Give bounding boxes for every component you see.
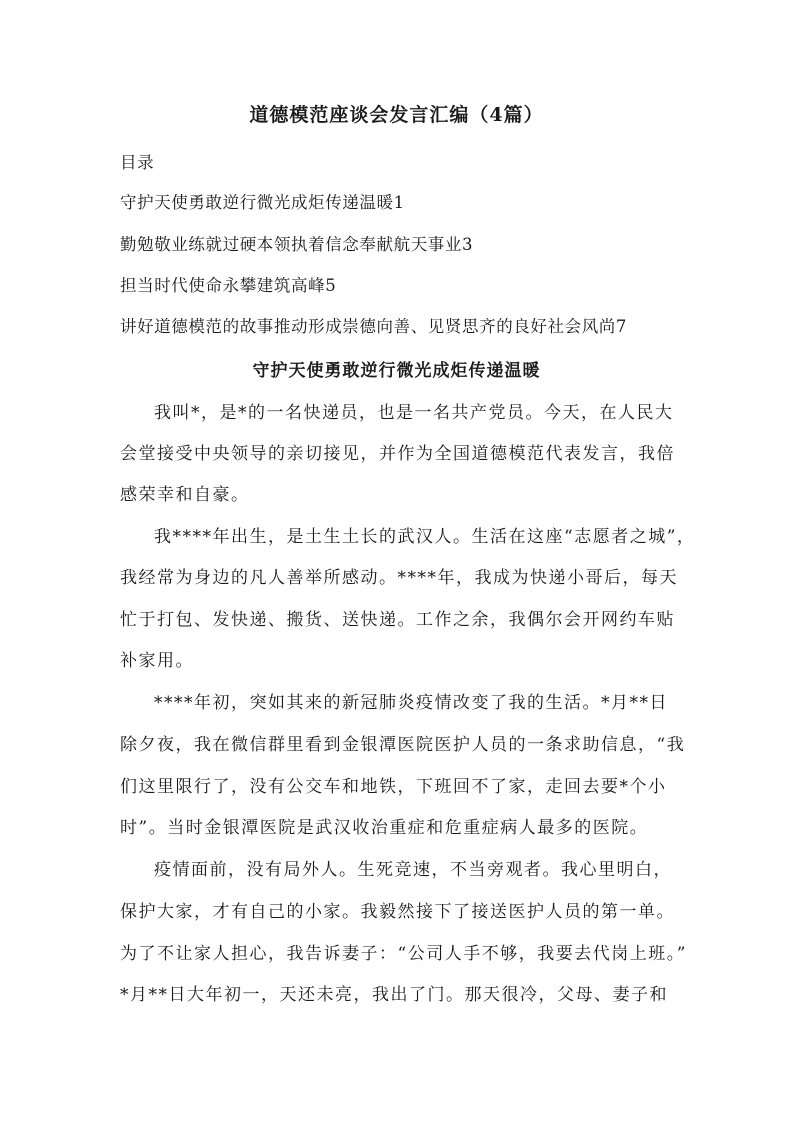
paragraph-line: 疫情面前，没有局外人。生死竞速，不当旁观者。我心里明白， (154, 860, 672, 880)
paragraph-line: 我****年出生，是土生土长的武汉人。生活在这座“志愿者之城”， (154, 527, 696, 547)
paragraph-line: *月**日大年初一，天还未亮，我出了门。那天很冷，父母、妻子和 (120, 985, 668, 1005)
paragraph-line: 我叫*，是*的一名快递员，也是一名共产党员。今天，在人民大 (154, 403, 674, 423)
toc-item: 担当时代使命永攀建筑高峰5 (120, 276, 337, 295)
toc-item: 勤勉敬业练就过硬本领执着信念奉献航天事业3 (120, 235, 474, 254)
paragraph-line: 保护大家，才有自己的小家。我毅然接下了接送医护人员的第一单。 (120, 902, 675, 922)
paragraph-line: 补家用。 (120, 651, 194, 671)
paragraph-line: 除夕夜，我在微信群里看到金银潭医院医护人员的一条求助信息，“我 (120, 735, 686, 755)
document-title: 道德模范座谈会发言汇编（4篇） (249, 104, 544, 126)
paragraph-line: 会堂接受中央领导的亲切接见，并作为全国道德模范代表发言，我倍 (120, 444, 675, 464)
toc-item: 讲好道德模范的故事推动形成崇德向善、见贤思齐的良好社会风尚7 (120, 317, 627, 336)
paragraph-line: 忙于打包、发快递、搬货、送快递。工作之余，我偶尔会开网约车贴 (120, 610, 675, 630)
paragraph-line: ****年初，突如其来的新冠肺炎疫情改变了我的生活。*月**日 (154, 693, 668, 713)
paragraph-line: 我经常为身边的凡人善举所感动。****年，我成为快递小哥后，每天 (120, 568, 678, 588)
paragraph-line: 们这里限行了，没有公交车和地铁，下班回不了家，走回去要*个小 (120, 777, 667, 797)
paragraph-line: 为了不让家人担心，我告诉妻子：“公司人手不够，我要去代岗上班。” (120, 944, 687, 964)
paragraph-line: 时”。当时金银潭医院是武汉收治重症和危重症病人最多的医院。 (120, 818, 649, 838)
section-title: 守护天使勇敢逆行微光成炬传递温暖 (252, 361, 541, 381)
toc-item: 守护天使勇敢逆行微光成炬传递温暖1 (120, 193, 405, 212)
paragraph-line: 感荣幸和自豪。 (120, 485, 250, 505)
toc-heading: 目录 (120, 153, 155, 172)
